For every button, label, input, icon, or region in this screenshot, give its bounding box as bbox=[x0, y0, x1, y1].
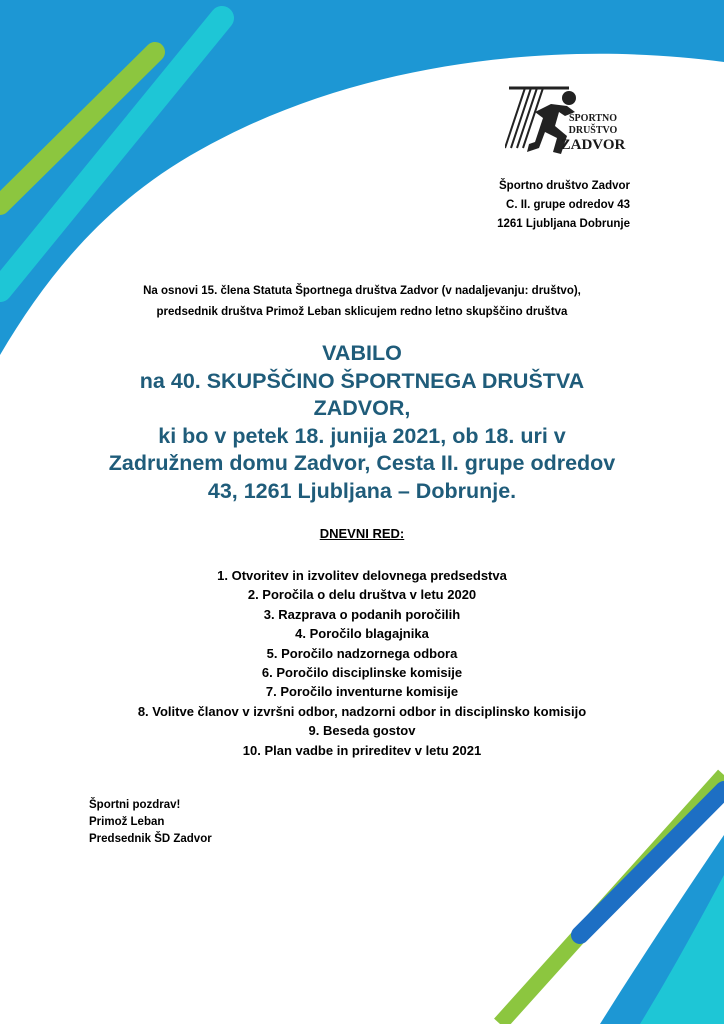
title-line-2: na 40. SKUPŠČINO ŠPORTNEGA DRUŠTVA bbox=[139, 368, 585, 393]
closing-signature bbox=[89, 797, 212, 848]
agenda-item: 5. Poročilo nadzornega odbora bbox=[266, 645, 458, 661]
closing-role: Predsednik ŠD Zadvor bbox=[89, 833, 212, 845]
title-line-3: ZADVOR, bbox=[313, 396, 411, 420]
agenda-item: 2. Poročila o delu društva v letu 2020 bbox=[247, 587, 477, 603]
closing-greeting: Športni pozdrav! bbox=[89, 799, 181, 811]
closing-name: Primož Leban bbox=[89, 816, 165, 828]
agenda-item: 10. Plan vadbe in prireditev v letu 2021 bbox=[242, 742, 482, 758]
agenda-item: 1. Otvoritev in izvolitev delovnega predsedstva bbox=[217, 568, 507, 583]
intro-paragraph bbox=[0, 281, 724, 323]
title-line-6: 43, 1261 Ljubljana – Dobrunje. bbox=[207, 478, 517, 503]
agenda-list bbox=[0, 566, 724, 760]
logo-line-zadvor: ZADVOR bbox=[560, 137, 626, 153]
title-line-4: ki bo v petek 18. junija 2021, ob 18. uri v bbox=[158, 423, 566, 448]
logo-line-drustvo: DRUŠTVO bbox=[568, 125, 618, 136]
agenda-item: 6. Poročilo disciplinske komisije bbox=[261, 665, 463, 681]
agenda-heading: DNEVNI RED: bbox=[319, 526, 405, 541]
title-line-5: Zadružnem domu Zadvor, Cesta II. grupe odredov bbox=[108, 451, 616, 475]
address-city: 1261 Ljubljana Dobrunje bbox=[497, 218, 630, 230]
logo-text bbox=[555, 113, 631, 154]
title-line-1: VABILO bbox=[322, 341, 402, 365]
logo-line-sportno: ŠPORTNO bbox=[569, 113, 617, 124]
address-name: Športno društvo Zadvor bbox=[499, 180, 630, 192]
agenda-item: 8. Volitve članov v izvršni odbor, nadzorni odbor in disciplinsko komisijo bbox=[137, 703, 587, 719]
address-street: C. II. grupe odredov 43 bbox=[506, 199, 630, 211]
intro-line-2: predsednik društva Primož Leban sklicujem redno letno skupščino društva bbox=[156, 306, 568, 318]
sender-address bbox=[497, 177, 630, 234]
invitation-title bbox=[60, 340, 664, 505]
agenda-item: 9. Beseda gostov bbox=[308, 723, 416, 739]
agenda-item: 4. Poročilo blagajnika bbox=[295, 626, 429, 642]
intro-line-1: Na osnovi 15. člena Statuta Športnega društva Zadvor (v nadaljevanju: društvo), bbox=[143, 285, 581, 297]
agenda-item: 7. Poročilo inventurne komisije bbox=[265, 684, 459, 700]
agenda-item: 3. Razprava o podanih poročilih bbox=[263, 606, 461, 622]
